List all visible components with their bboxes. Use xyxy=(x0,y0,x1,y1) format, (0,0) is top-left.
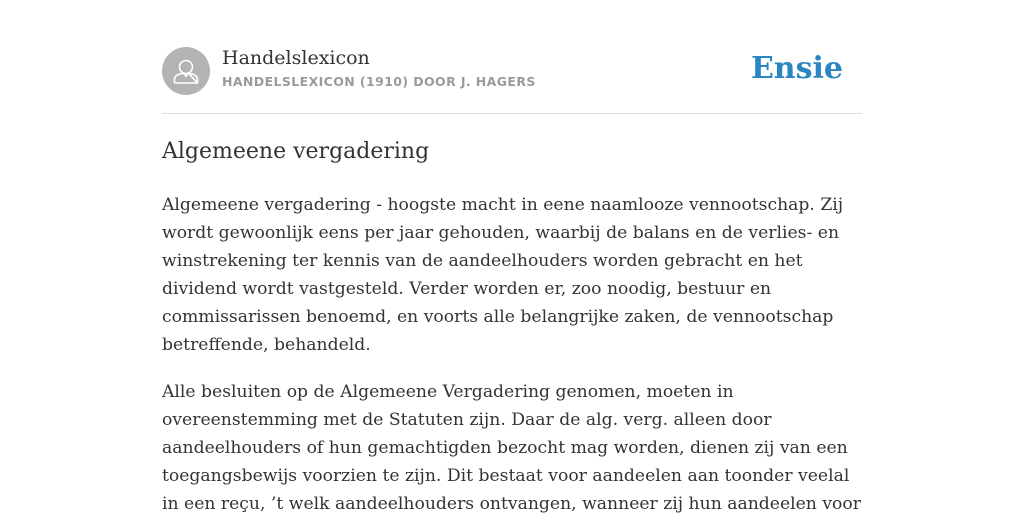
user-placeholder-icon xyxy=(162,47,210,95)
source-avatar[interactable] xyxy=(162,47,210,95)
page xyxy=(162,0,862,518)
article-paragraph-2: Alle besluiten op de Algemeene Vergadering genomen, moeten in overeenstemming met de Statuten zijn. Daar de alg. verg. alleen door aandeelhouders of hun gemachtigden bezocht mag worden, dienen zij van een toegangsbewijs voorzien te zijn. Dit bestaat voor aandeelen aan toonder veelal in een reçu, ’t welk aandeelhouders ontvangen, wanneer zij hun aandeelen voor xyxy=(162,382,861,514)
source-subtitle[interactable]: HANDELSLEXICON (1910) DOOR J. HAGERS xyxy=(222,74,536,89)
article-paragraph-1: Algemeene vergadering - hoogste macht in eene naamlooze vennootschap. Zij wordt gewoonlijk eens per jaar gehouden, waarbij de balans en de verlies- en winstrekening ter kennis van de aandeelhouders worden gebracht en het dividend wordt vastgesteld. Verder worden er, zoo noodig, bestuur en commissarissen benoemd, en voorts alle belangrijke zaken, de vennootschap betreffende, behandeld. xyxy=(162,195,844,355)
article-title: Algemeene vergadering xyxy=(162,139,430,164)
header xyxy=(162,0,862,114)
source-title[interactable]: Handelslexicon xyxy=(222,47,370,69)
brand-logo[interactable]: Ensie xyxy=(750,51,843,86)
